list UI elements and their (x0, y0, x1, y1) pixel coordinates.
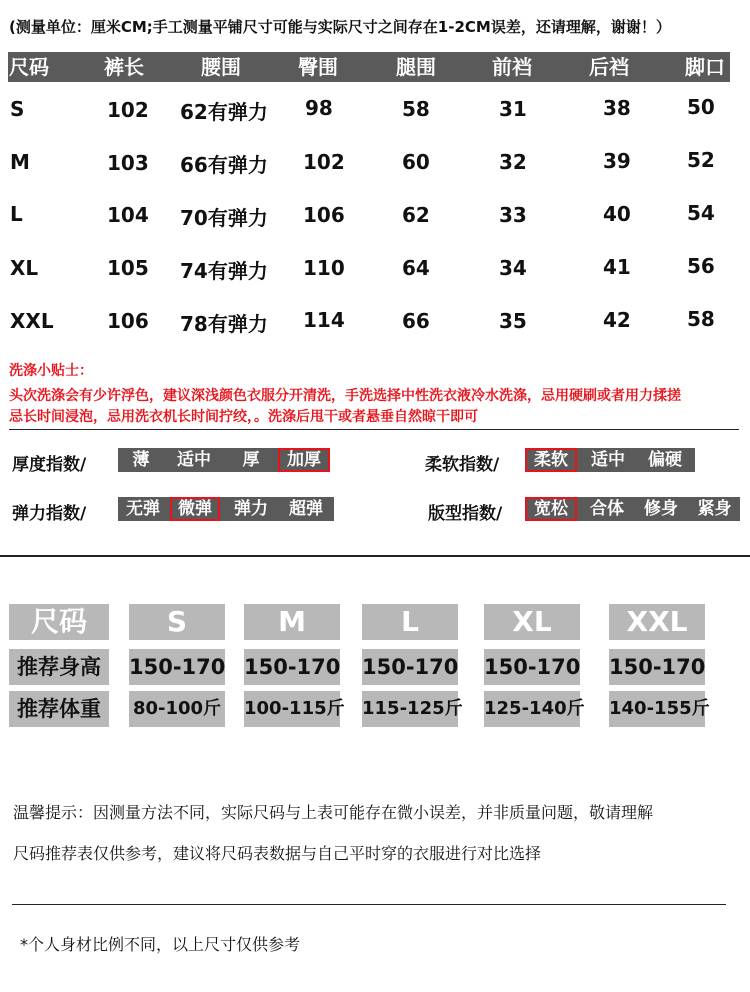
size-table-header (8, 52, 730, 82)
elasticity-option: 无弹 (126, 499, 160, 519)
thickness-option: 厚 (242, 450, 260, 470)
table-cell-back-rise: 40 (603, 202, 631, 226)
rec-weight-cell: 125-140斤 (484, 691, 580, 727)
reminder-line: 温馨提示：因测量方法不同，实际尺码与上表可能存在微小误差，并非质量问题，敬请理解 (13, 803, 654, 822)
table-cell-thigh: 62 (402, 203, 430, 227)
table-cell-length: 102 (107, 98, 149, 122)
table-cell-size: XXL (10, 309, 54, 333)
thickness-option: 适中 (177, 450, 211, 470)
table-cell-thigh: 64 (402, 256, 430, 280)
table-cell-waist: 62有弹力 (180, 100, 268, 124)
table-cell-front-rise: 35 (499, 309, 527, 333)
rec-header-m: M (244, 604, 340, 640)
rec-height-cell: 150-170 (244, 649, 340, 685)
softness-option: 适中 (591, 450, 625, 470)
rec-weight-cell: 115-125斤 (362, 691, 458, 727)
thickness-option: 薄 (132, 450, 150, 470)
table-cell-back-rise: 38 (603, 96, 631, 120)
wash-tips-line: 头次洗涤会有少许浮色，建议深浅颜色衣服分开清洗，手洗选择中性洗衣液冷水洗涤，忌用硬刷或者用力揉搓 (9, 388, 681, 404)
header-front-rise: 前裆 (492, 55, 532, 79)
table-cell-length: 104 (107, 203, 149, 227)
table-cell-thigh: 58 (402, 97, 430, 121)
elasticity-option: 弹力 (234, 499, 268, 519)
thickness-options (118, 448, 330, 472)
table-cell-waist: 78有弹力 (180, 312, 268, 336)
fit-options (525, 497, 740, 521)
header-back-rise: 后裆 (589, 55, 629, 79)
rec-height-cell: 150-170 (129, 649, 225, 685)
table-cell-front-rise: 33 (499, 203, 527, 227)
measurement-note: (测量单位：厘米CM;手工测量平铺尺寸可能与实际尺寸之间存在1-2CM误差，还请理解，谢谢！） (9, 18, 671, 36)
rec-weight-label: 推荐体重 (9, 691, 109, 727)
table-cell-length: 103 (107, 151, 149, 175)
header-hem: 脚口 (685, 55, 725, 79)
reminder-line: 尺码推荐表仅供参考，建议将尺码表数据与自己平时穿的衣服进行对比选择 (13, 844, 542, 863)
table-cell-waist: 66有弹力 (180, 153, 268, 177)
header-size: 尺码 (9, 55, 49, 79)
rec-height-cell: 150-170 (362, 649, 458, 685)
table-cell-hem: 56 (687, 254, 715, 278)
table-cell-size: L (10, 202, 23, 226)
header-hip: 臀围 (298, 55, 338, 79)
header-thigh: 腿围 (396, 55, 436, 79)
footnote: *个人身材比例不同，以上尺寸仅供参考 (20, 935, 301, 954)
fit-option: 合体 (590, 499, 624, 519)
rec-height-cell: 150-170 (609, 649, 705, 685)
table-cell-waist: 70有弹力 (180, 206, 268, 230)
elasticity-options (118, 497, 334, 521)
fit-label: 版型指数/ (428, 504, 503, 524)
rec-header-xxl: XXL (609, 604, 705, 640)
elasticity-option-selected: 微弹 (170, 497, 220, 521)
table-cell-hem: 52 (687, 148, 715, 172)
divider (12, 904, 726, 905)
divider (9, 429, 739, 430)
table-cell-hip: 110 (303, 256, 345, 280)
rec-weight-cell: 100-115斤 (244, 691, 340, 727)
table-cell-size: XL (10, 256, 39, 280)
softness-option-selected: 柔软 (525, 448, 577, 472)
softness-options (525, 448, 695, 472)
table-cell-size: M (10, 150, 30, 174)
table-cell-thigh: 60 (402, 150, 430, 174)
wash-tips-title: 洗涤小贴士： (9, 363, 93, 379)
table-cell-hem: 54 (687, 201, 715, 225)
header-length: 裤长 (104, 55, 144, 79)
table-cell-hem: 58 (687, 307, 715, 331)
rec-weight-cell: 80-100斤 (129, 691, 225, 727)
table-cell-hem: 50 (687, 95, 715, 119)
table-cell-thigh: 66 (402, 309, 430, 333)
fit-option: 紧身 (697, 499, 732, 519)
fit-option: 修身 (644, 499, 678, 519)
thickness-label: 厚度指数/ (12, 455, 87, 475)
rec-header-xl: XL (484, 604, 580, 640)
table-cell-hip: 102 (303, 150, 345, 174)
table-cell-hip: 98 (305, 96, 333, 120)
table-cell-front-rise: 34 (499, 256, 527, 280)
rec-header-s: S (129, 604, 225, 640)
table-cell-front-rise: 31 (499, 97, 527, 121)
table-cell-hip: 106 (303, 203, 345, 227)
table-cell-back-rise: 39 (603, 149, 631, 173)
rec-height-cell: 150-170 (484, 649, 580, 685)
wash-tips-line: 忌长时间浸泡，忌用洗衣机长时间拧绞，。洗涤后甩干或者悬垂自然晾干即可 (9, 409, 478, 425)
table-cell-length: 105 (107, 256, 149, 280)
softness-label: 柔软指数/ (425, 455, 500, 475)
table-cell-front-rise: 32 (499, 150, 527, 174)
rec-header-l: L (362, 604, 458, 640)
elasticity-label: 弹力指数/ (12, 504, 87, 524)
rec-height-label: 推荐身高 (9, 649, 109, 685)
section-divider (0, 555, 750, 557)
rec-weight-cell: 140-155斤 (609, 691, 705, 727)
header-waist: 腰围 (201, 55, 241, 79)
softness-option: 偏硬 (648, 450, 682, 470)
thickness-option-selected: 加厚 (278, 448, 330, 472)
rec-header-size: 尺码 (9, 604, 109, 640)
fit-option-selected: 宽松 (525, 497, 577, 521)
table-cell-back-rise: 41 (603, 255, 631, 279)
table-cell-length: 106 (107, 309, 149, 333)
table-cell-size: S (10, 97, 25, 121)
table-cell-hip: 114 (303, 308, 345, 332)
table-cell-back-rise: 42 (603, 308, 631, 332)
table-cell-waist: 74有弹力 (180, 259, 268, 283)
elasticity-option: 超弹 (289, 499, 323, 519)
